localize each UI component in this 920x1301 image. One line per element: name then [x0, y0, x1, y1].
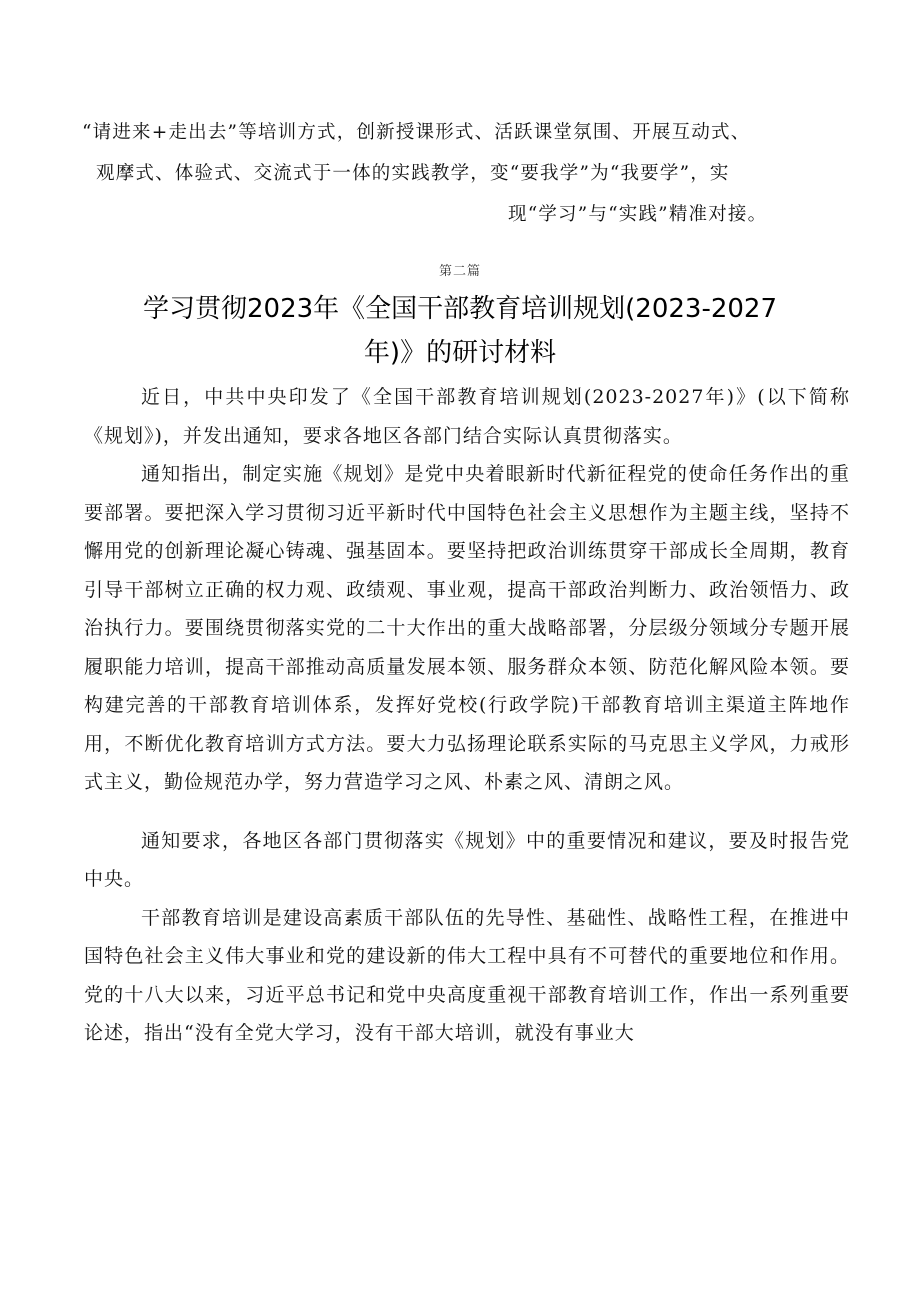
section-label: 第二篇 [438, 264, 481, 279]
title-line-2: 年)》的研讨材料 [363, 338, 557, 368]
continuation-line: “请进来+走出去”等培训方式，创新授课形式、活跃课堂氛围、开展互动式、 [82, 122, 751, 143]
paragraph: 近日，中共中央印发了《全国干部教育培训规划(2023-2027年)》(以下简称《规划》)，并发出通知，要求各地区各部门结合实际认真贯彻落实。 [84, 386, 850, 447]
document-title [100, 287, 820, 375]
continuation-text [60, 112, 860, 235]
continuation-line: 观摩式、体验式、交流式于一体的实践教学，变“要我学”为“我要学”，实 [96, 163, 730, 184]
title-line-1: 学习贯彻2023年《全国干部教育培训规划(2023-2027 [142, 294, 778, 324]
body-text [84, 378, 850, 1053]
continuation-line: 现“学习”与“实践”精准对接。 [508, 204, 768, 225]
paragraph: 通知指出，制定实施《规划》是党中央着眼新时代新征程党的使命任务作出的重要部署。要把深入学习贯彻习近平新时代中国特色社会主义思想作为主题主线，坚持不懈用党的创新理论凝心铸魂、强基固本。要坚持把政治训练贯穿干部成长全周期，教育引导干部树立正确的权力观、政绩观、事业观，提高干部政治判断力、政治领悟力、政治执行力。要围绕贯彻落实党的二十大作出的重大战略部署，分层级分领域分专题开展履职能力培训，提高干部推动高质量发展本领、服务群众本领、防范化解风险本领。要构建完善的干部教育培训体系，发挥好党校(行政学院)干部教育培训主渠道主阵地作用，不断优化教育培训方式方法。要大力弘扬理论联系实际的马克思主义学风，力戒形式主义，勤俭规范办学，努力营造学习之风、朴素之风、清朗之风。 [84, 463, 850, 793]
paragraph: 干部教育培训是建设高素质干部队伍的先导性、基础性、战略性工程，在推进中国特色社会主义伟大事业和党的建设新的伟大工程中具有不可替代的重要地位和作用。党的十八大以来，习近平总书记和党中央高度重视干部教育培训工作，作出一系列重要论述，指出“没有全党大学习，没有干部大培训，就没有事业大 [84, 906, 850, 1044]
paragraph: 通知要求，各地区各部门贯彻落实《规划》中的重要情况和建议，要及时报告党中央。 [84, 829, 850, 890]
